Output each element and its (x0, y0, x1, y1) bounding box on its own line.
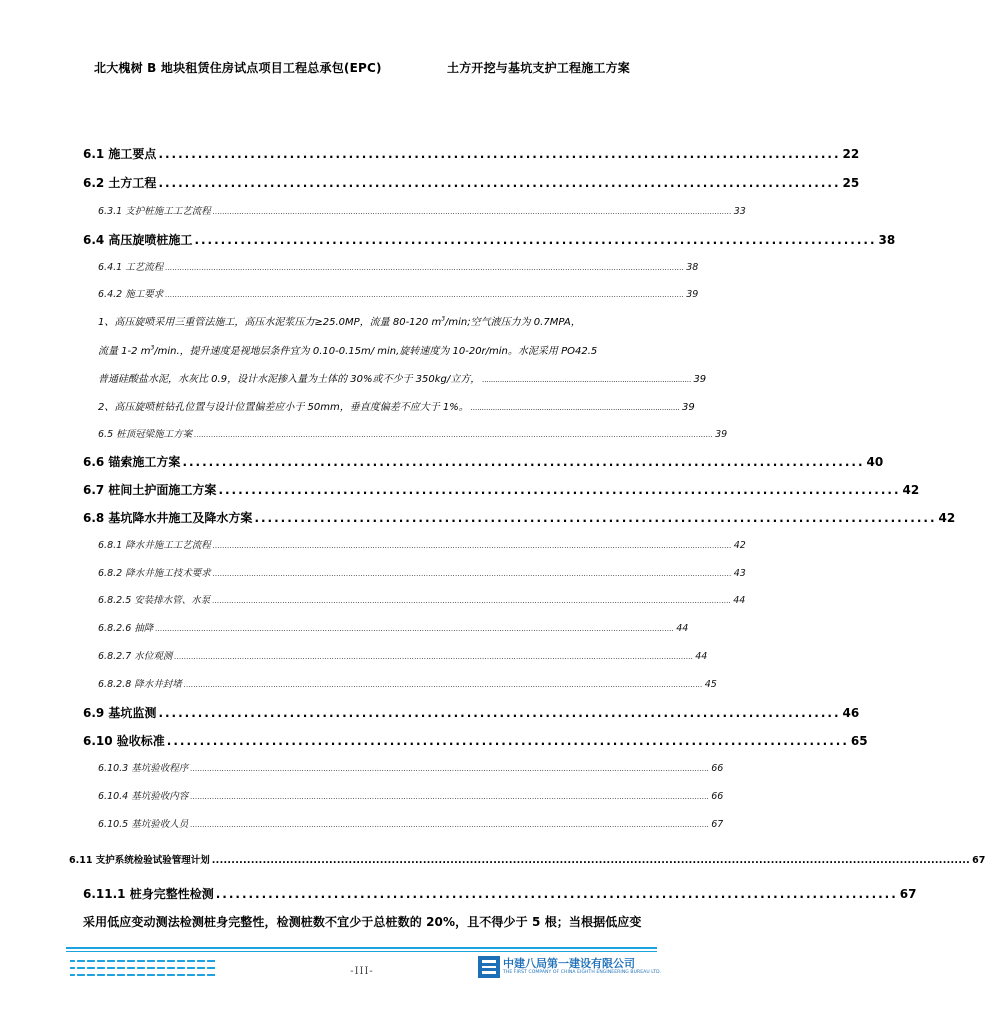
toc-entry-6-4[interactable] (83, 231, 896, 248)
toc-page: 44 (695, 651, 708, 662)
toc-title: 6.4.1 工艺流程 (98, 262, 164, 273)
paragraph-text: 流量 1-2 m (98, 346, 151, 357)
toc-leader: ...................................................................................................................................................................................................................... (212, 208, 732, 216)
toc-leader: ...................................................................................................................................................................................................................... (212, 570, 732, 578)
toc-leader: ...................................................................................................................................................................................................................... (165, 291, 685, 299)
toc-page: 42 (733, 540, 746, 551)
toc-leader: ...................................................................................................................................................................................................................... (183, 681, 703, 689)
toc-leader: ........................................................................................................ (218, 483, 901, 497)
toc-leader: ........................................................................................................ (158, 706, 841, 720)
toc-page: 42 (902, 483, 920, 497)
company-name: 中建八局第一建设有限公司 (503, 957, 635, 970)
toc-page: 38 (878, 233, 896, 247)
toc-title: 6.10.5 基坑验收人员 (98, 819, 189, 830)
toc-leader: ........................................................................................................ (158, 176, 841, 190)
toc-leader: ...................................................................................................................................................................................................................... (212, 597, 732, 605)
toc-page: 39 (686, 289, 699, 300)
toc-title: 6.8.2.8 降水井封堵 (98, 679, 182, 690)
toc-leader: ........................................................................................................ (158, 147, 841, 161)
toc-page: 25 (842, 176, 860, 190)
toc-title: 6.2 土方工程 (83, 176, 157, 190)
toc-entry-6-8-1[interactable] (98, 537, 746, 551)
toc-leader: ........................................................................................................ (182, 455, 865, 469)
toc-title: 6.8 基坑降水井施工及降水方案 (83, 511, 253, 525)
toc-title: 6.11 支护系统检验试验管理计划 (69, 855, 210, 866)
toc-title: 6.10 验收标准 (83, 734, 165, 748)
toc-page: 45 (704, 679, 717, 690)
toc-entry-6-7[interactable] (83, 481, 920, 498)
toc-title: 6.1 施工要点 (83, 147, 157, 161)
toc-leader: ...................................................................................................................................................................................................................... (155, 625, 675, 633)
toc-page: 43 (733, 568, 746, 579)
toc-page: 40 (866, 455, 884, 469)
toc-entry-6-8-2-5[interactable] (98, 592, 746, 606)
toc-entry-6-10[interactable] (83, 732, 868, 749)
footer-rule (66, 947, 657, 949)
toc-page: 42 (938, 511, 956, 525)
toc-title: 6.8.2.6 抽降 (98, 623, 154, 634)
toc-page: 46 (842, 706, 860, 720)
toc-title: 6.10.3 基坑验收程序 (98, 763, 189, 774)
toc-title: 6.4 高压旋喷桩施工 (83, 233, 193, 247)
paragraph-text: /min.，提升速度是视地层条件宜为 0.10-0.15m/ min,旋转速度为 10-20r/min。水泥采用 PO42.5 (154, 346, 598, 357)
toc-page: 39 (681, 402, 695, 413)
toc-entry-6-8[interactable] (83, 509, 956, 526)
company-logo-icon (478, 956, 500, 978)
toc-entry-6-8-2-8[interactable] (98, 676, 717, 690)
toc-leader: ...................................................................................................................................................................................................................... (174, 653, 694, 661)
toc-page: 67 (711, 819, 724, 830)
toc-leader: ...................................................................................................................................................................................................................... (194, 431, 714, 439)
toc-page: 67 (899, 887, 917, 901)
toc-entry-6-8-2-6[interactable] (98, 620, 689, 634)
toc-page: 38 (686, 262, 699, 273)
toc-leader: ........................................................................................................ (215, 887, 898, 901)
toc-leader: .............................................................................................. (470, 404, 680, 412)
toc-entry-6-3-1[interactable] (98, 203, 746, 217)
toc-title: 6.11.1 桩身完整性检测 (83, 887, 214, 901)
toc-entry-6-10-4[interactable] (98, 788, 724, 802)
paragraph-text: 普通硅酸盐水泥，水灰比 0.9，设计水泥掺入量为土体的 30%或不少于 350kg/立方， (98, 374, 481, 385)
toc-entry-6-2[interactable] (83, 174, 860, 191)
toc-entry-6-4-2[interactable] (98, 286, 699, 300)
toc-page: 39 (693, 374, 707, 385)
toc-page: 39 (715, 429, 728, 440)
toc-entry-6-11-1[interactable] (83, 885, 917, 902)
toc-leader: .............................................................................................. (482, 376, 692, 384)
paragraph-line-2 (98, 342, 658, 357)
page-number: -III- (350, 966, 374, 977)
toc-leader: ...................................................................................................................................................................................................................... (190, 793, 710, 801)
toc-entry-6-1[interactable] (83, 145, 860, 162)
toc-entry-6-5[interactable] (98, 426, 728, 440)
header-document-title: 土方开挖与基坑支护工程施工方案 (447, 61, 631, 75)
toc-leader: ...................................................................................................................................................................................................................... (165, 264, 685, 272)
toc-leader: ...................................................................................................................................................................................................................... (190, 821, 710, 829)
footer-rule-thin (66, 951, 657, 952)
paragraph-text: 1、高压旋喷采用三重管法施工，高压水泥浆压力≥25.0MP，流量 80-120 m (98, 317, 442, 328)
toc-title: 6.9 基坑监测 (83, 706, 157, 720)
toc-entry-6-8-2[interactable] (98, 565, 746, 579)
superscript: 3 (150, 344, 155, 352)
toc-page: 65 (850, 734, 868, 748)
toc-page: 44 (733, 595, 746, 606)
toc-page: 22 (842, 147, 860, 161)
toc-title: 6.8.1 降水井施工工艺流程 (98, 540, 211, 551)
toc-title: 6.8.2 降水井施工技术要求 (98, 568, 211, 579)
toc-title: 6.10.4 基坑验收内容 (98, 791, 189, 802)
header-project-title: 北大槐树 B 地块租赁住房试点项目工程总承包(EPC) (94, 61, 382, 75)
toc-page: 33 (733, 206, 746, 217)
toc-entry-6-4-1[interactable] (98, 259, 699, 273)
toc-leader: ........................................................................................................ (194, 233, 877, 247)
toc-leader: ...................................................................................................................................................................................................................... (190, 765, 710, 773)
toc-leader: ........................................................................................................ (254, 511, 937, 525)
toc-page: 44 (676, 623, 689, 634)
paragraph-line-4[interactable] (98, 398, 695, 413)
body-text: 采用低应变动测法检测桩身完整性，检测桩数不宜少于总桩数的 20%，且不得少于 5 根；当根据低应变 (83, 915, 642, 929)
toc-title: 6.8.2.7 水位观测 (98, 651, 173, 662)
paragraph-line-1 (98, 313, 658, 328)
toc-leader: ........................................................................................................ (166, 734, 849, 748)
toc-entry-6-11[interactable] (69, 852, 985, 866)
toc-entry-6-6[interactable] (83, 453, 884, 470)
paragraph-line-3[interactable] (98, 370, 707, 385)
toc-page: 66 (711, 763, 724, 774)
paragraph-text: /min;空气液压力为 0.7MPA， (445, 317, 581, 328)
toc-leader: ...................................................................................................................................................................................................................... (212, 542, 732, 550)
toc-title: 6.7 桩间土护面施工方案 (83, 483, 217, 497)
toc-title: 6.5 桩顶冠梁施工方案 (98, 429, 193, 440)
toc-title: 6.3.1 支护桩施工工艺流程 (98, 206, 211, 217)
toc-entry-6-10-3[interactable] (98, 760, 724, 774)
toc-entry-6-9[interactable] (83, 704, 860, 721)
toc-leader: .................................................................................................................................................................................................. (211, 855, 971, 866)
toc-page: 66 (711, 791, 724, 802)
toc-title: 6.4.2 施工要求 (98, 289, 164, 300)
superscript: 3 (441, 315, 446, 323)
toc-title: 6.6 锚索施工方案 (83, 455, 181, 469)
toc-entry-6-8-2-7[interactable] (98, 648, 708, 662)
toc-page: 67 (972, 855, 985, 866)
toc-entry-6-10-5[interactable] (98, 816, 724, 830)
paragraph-text: 2、高压旋喷桩钻孔位置与设计位置偏差应小于 50mm，垂直度偏差不应大于 1%。 (98, 402, 469, 413)
company-name-en: THE FIRST COMPANY OF CHINA EIGHTH ENGINEERING BUREAU LTD. (503, 970, 662, 975)
toc-title: 6.8.2.5 安装排水管、水泵 (98, 595, 211, 606)
